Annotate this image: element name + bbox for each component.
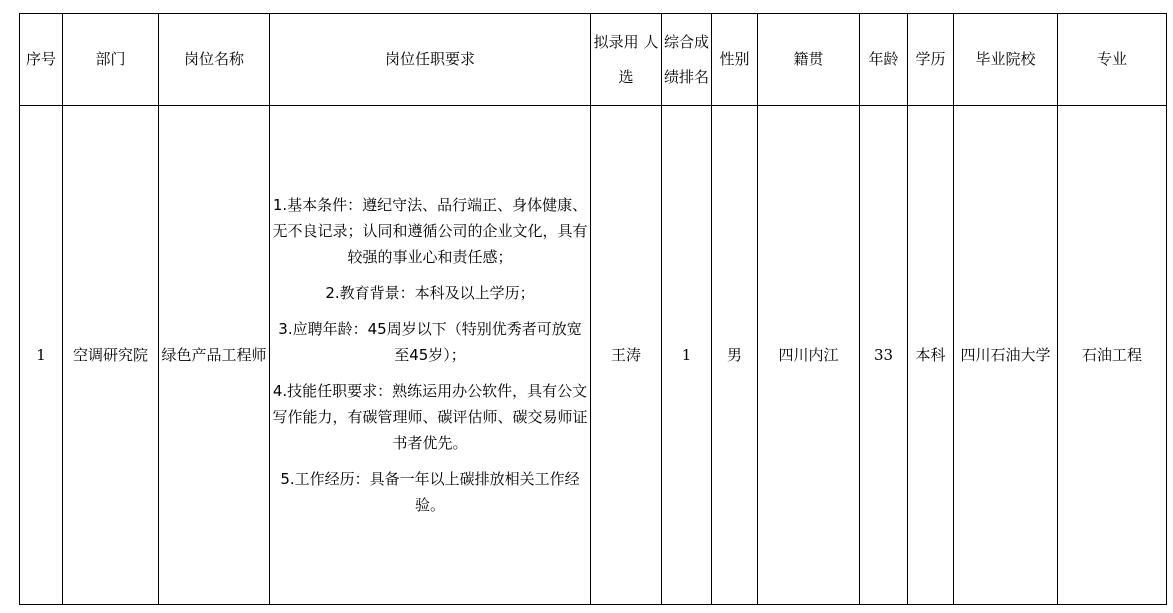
requirements-list [270,190,590,520]
header-school [954,14,1058,106]
header-candidate-label: 拟录用 人选 [593,32,659,86]
header-position-label: 岗位名称 [183,50,244,68]
header-hometown-label: 籍贯 [793,50,824,68]
cell-candidate [591,106,662,605]
header-hometown [758,14,860,106]
header-gender-label: 性别 [719,50,750,68]
header-education [908,14,954,106]
cell-department [63,106,159,605]
header-department-label: 部门 [95,50,126,68]
header-school-label: 毕业院校 [975,50,1036,68]
header-department [63,14,159,106]
cell-education [908,106,954,605]
header-index-label: 序号 [25,50,56,68]
candidate-value: 王涛 [610,346,641,364]
education-value: 本科 [915,346,946,364]
header-gender [712,14,758,106]
cell-requirements [270,106,591,605]
header-major-label: 专业 [1096,50,1127,68]
hometown-value: 四川内江 [778,346,839,364]
requirement-item-1: 1.基本条件：遵纪守法、品行端正、身体健康、无不良记录；认同和遵循公司的企业文化，具有较强的事业心和责任感； [272,196,588,266]
age-value: 33 [873,346,894,364]
cell-rank [662,106,712,605]
cell-position [159,106,270,605]
header-requirements [270,14,591,106]
header-age [860,14,908,106]
header-candidate [591,14,662,106]
index-value: 1 [36,346,46,364]
gender-value: 男 [726,346,742,364]
header-education-label: 学历 [915,50,946,68]
requirement-item-2: 2.教育背景：本科及以上学历； [325,284,535,302]
major-value: 石油工程 [1081,346,1142,364]
header-position [159,14,270,106]
rank-value: 1 [681,346,692,364]
requirement-item-5: 5.工作经历：具备一年以上碳排放相关工作经验。 [280,470,580,514]
cell-major [1058,106,1167,605]
table-row [20,106,1167,605]
requirement-item-3: 3.应聘年龄：45周岁以下（特别优秀者可放宽至45岁）； [278,320,582,364]
school-value: 四川石油大学 [960,346,1051,364]
header-major [1058,14,1167,106]
cell-gender [712,106,758,605]
cell-age [860,106,908,605]
department-value: 空调研究院 [72,346,148,364]
header-rank-label: 综合成绩排名 [663,32,709,86]
position-value: 绿色产品工程师 [161,346,267,364]
header-age-label: 年龄 [868,50,899,68]
header-row [20,14,1167,106]
header-requirements-label: 岗位任职要求 [384,50,475,68]
header-rank [662,14,712,106]
cell-school [954,106,1058,605]
requirement-item-4: 4.技能任职要求：熟练运用办公软件，具有公文写作能力，有碳管理师、碳评估师、碳交易师证书者优先。 [272,382,588,452]
cell-hometown [758,106,860,605]
candidate-table [19,13,1167,605]
header-index [20,14,63,106]
cell-index [20,106,63,605]
